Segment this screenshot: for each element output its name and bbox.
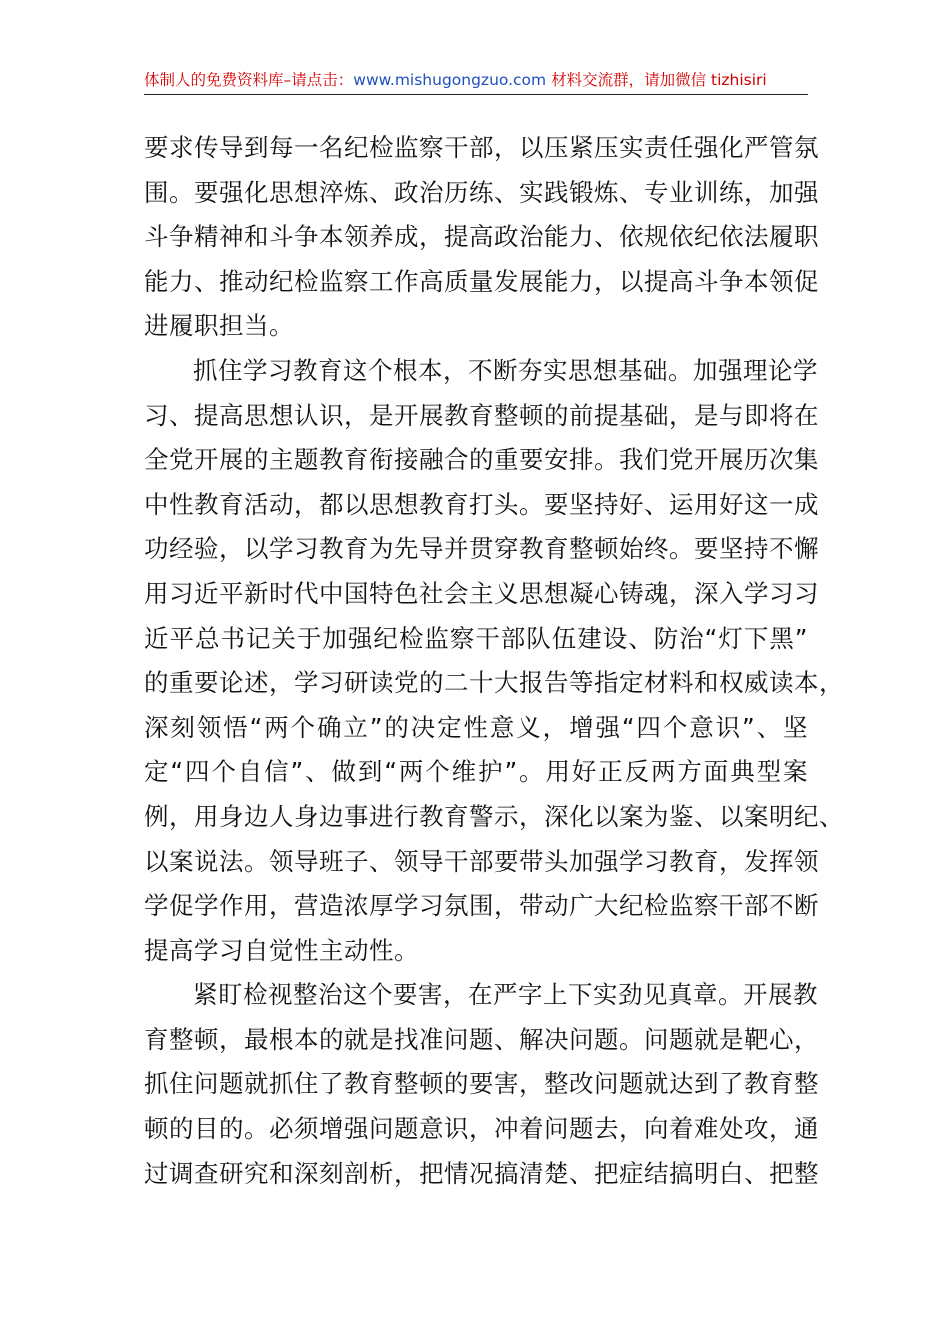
paragraph-line: 全党开展的主题教育衔接融合的重要安排。我们党开展历次集 <box>144 445 819 475</box>
paragraph-line: 提高学习自觉性主动性。 <box>144 935 419 965</box>
page-header <box>144 68 808 95</box>
paragraph-line: 近平总书记关于加强纪检监察干部队伍建设、防治“灯下黑” <box>144 623 808 653</box>
paragraph-line: 斗争精神和斗争本领养成，提高政治能力、依规依纪依法履职 <box>144 222 819 252</box>
header-site-name: 体制人的免费资料库 <box>144 71 284 89</box>
paragraph-line: 育整顿，最根本的就是找准问题、解决问题。问题就是靶心， <box>144 1024 819 1054</box>
paragraph-line: 深刻领悟“两个确立”的决定性意义，增强“四个意识”、坚 <box>144 712 808 742</box>
paragraph-line: 顿的目的。必须增强问题意识，冲着问题去，向着难处攻，通 <box>144 1114 819 1144</box>
paragraph-line: 的重要论述，学习研读党的二十大报告等指定材料和权威读本， <box>144 668 844 698</box>
paragraph <box>144 126 819 349</box>
header-wechat-text: 材料交流群，请加微信 tizhisiri <box>546 71 767 89</box>
header-url-link[interactable]: www.mishugongzuo.com <box>353 71 547 89</box>
paragraph-line: 过调查研究和深刻剖析，把情况搞清楚、把症结搞明白、把整 <box>144 1158 819 1188</box>
paragraph <box>144 349 844 973</box>
paragraph-line: 抓住问题就抓住了教育整顿的要害，整改问题就达到了教育整 <box>144 1069 819 1099</box>
paragraph-line: 抓住学习教育这个根本，不断夯实思想基础。加强理论学 <box>193 355 818 385</box>
paragraph-line: 进履职担当。 <box>144 311 294 341</box>
paragraph-line: 要求传导到每一名纪检监察干部，以压紧压实责任强化严管氛 <box>144 133 819 162</box>
paragraph-line: 用习近平新时代中国特色社会主义思想凝心铸魂，深入学习习 <box>144 578 819 608</box>
header-click-text: –请点击： <box>283 71 354 89</box>
paragraph-line: 定“四个自信”、做到“两个维护”。用好正反两方面典型案 <box>144 757 808 787</box>
paragraph-line: 以案说法。领导班子、领导干部要带头加强学习教育，发挥领 <box>144 846 819 876</box>
document-body <box>144 126 844 1196</box>
paragraph-line: 紧盯检视整治这个要害，在严字上下实劲见真章。开展教 <box>193 980 818 1010</box>
paragraph-line: 功经验，以学习教育为先导并贯穿教育整顿始终。要坚持不懈 <box>144 534 819 564</box>
paragraph-line: 例，用身边人身边事进行教育警示，深化以案为鉴、以案明纪、 <box>144 801 844 831</box>
paragraph <box>144 973 819 1196</box>
paragraph-line: 能力、推动纪检监察工作高质量发展能力，以提高斗争本领促 <box>144 266 819 296</box>
paragraph-line: 围。要强化思想淬炼、政治历练、实践锻炼、专业训练，加强 <box>144 177 819 207</box>
paragraph-line: 中性教育活动，都以思想教育打头。要坚持好、运用好这一成 <box>144 489 819 519</box>
paragraph-line: 习、提高思想认识，是开展教育整顿的前提基础，是与即将在 <box>144 400 819 430</box>
paragraph-line: 学促学作用，营造浓厚学习氛围，带动广大纪检监察干部不断 <box>144 891 819 921</box>
